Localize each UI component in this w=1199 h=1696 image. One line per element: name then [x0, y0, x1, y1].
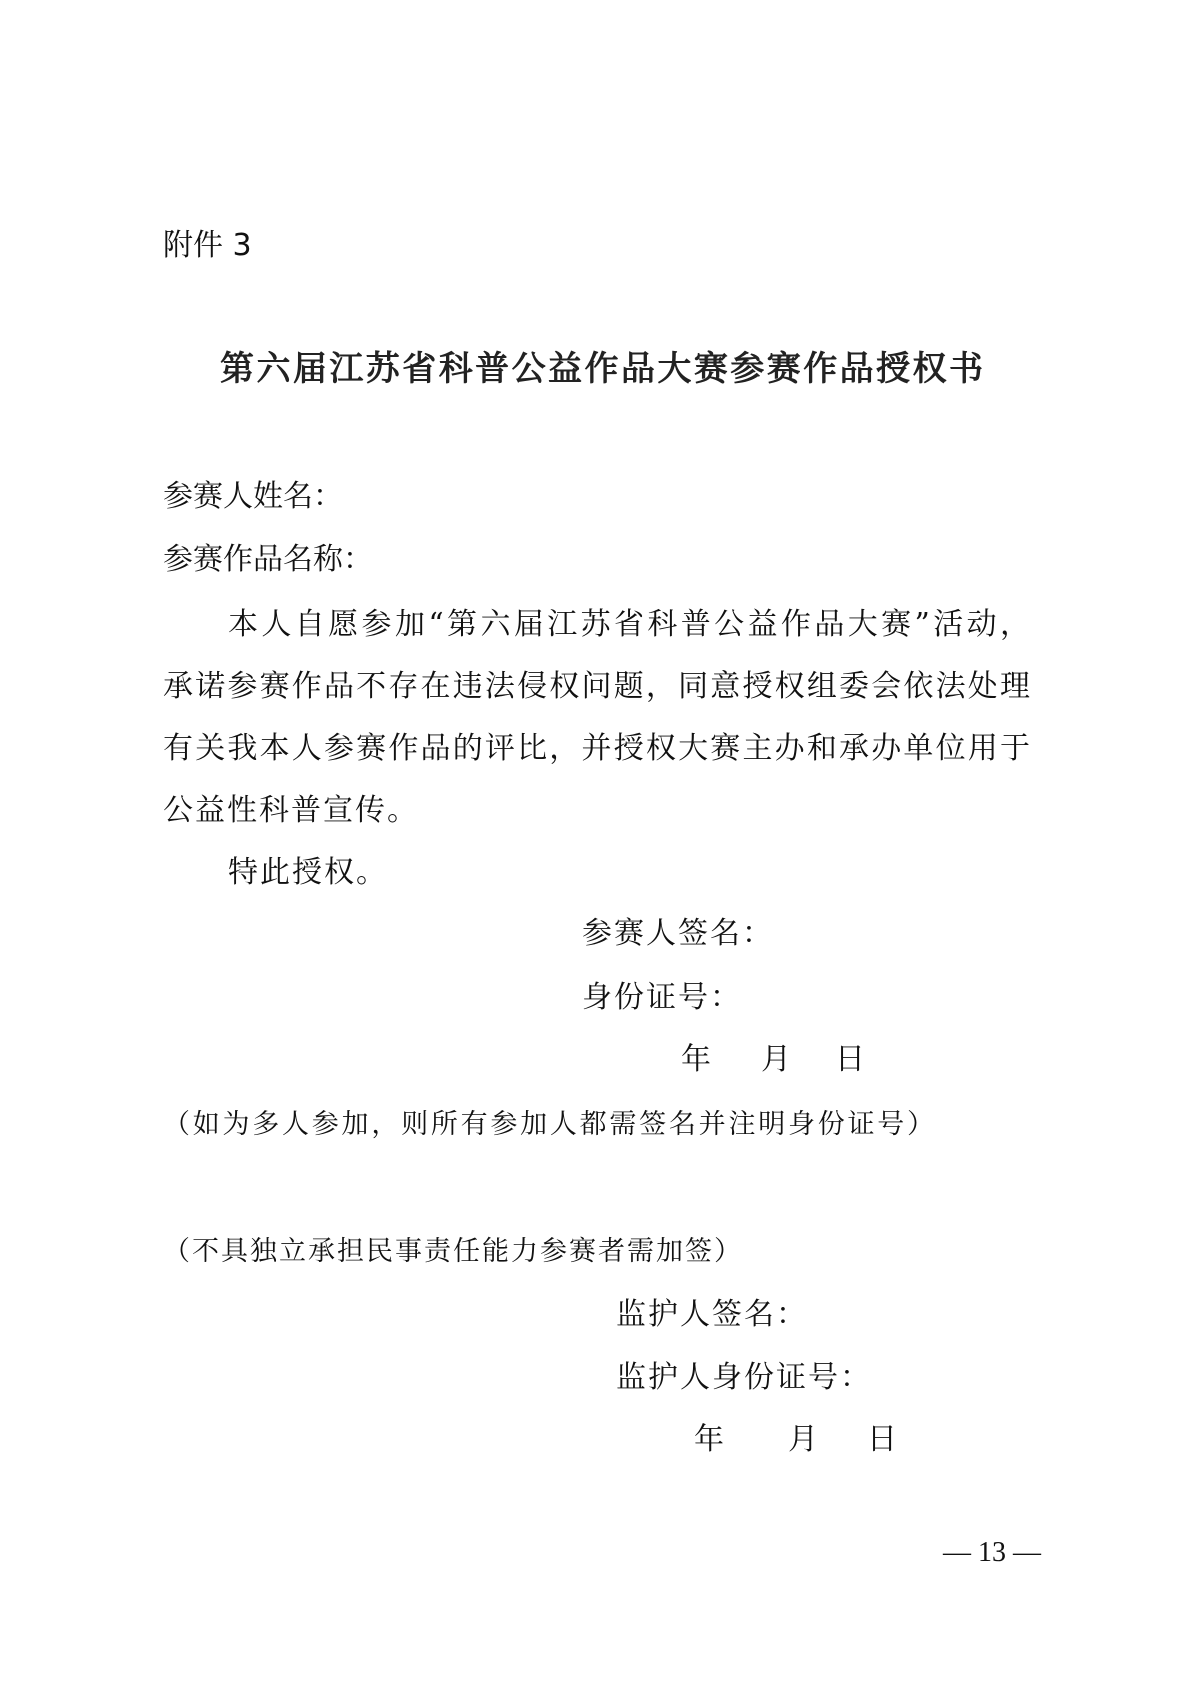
participant-id-label: 身份证号：	[582, 980, 742, 1015]
document-title: 第六届江苏省科普公益作品大赛参赛作品授权书	[220, 349, 983, 389]
participant-signature-label: 参赛人签名：	[582, 916, 774, 951]
guardian-signature-label: 监护人签名：	[616, 1297, 808, 1332]
note-multiple-participants: （如为多人参加，则所有参加人都需签名并注明身份证号）	[163, 1109, 934, 1140]
body-line-4: 公益性科普宣传。	[163, 793, 419, 828]
body-line-1: 本人自愿参加“第六届江苏省科普公益作品大赛”活动，	[228, 607, 1030, 642]
note-guardian: （不具独立承担民事责任能力参赛者需加签）	[163, 1236, 743, 1267]
date-month: 月	[761, 1042, 791, 1077]
guardian-id-label: 监护人身份证号：	[616, 1360, 872, 1395]
date-year: 年	[681, 1042, 711, 1077]
attachment-label: 附件 3	[163, 228, 252, 263]
closing-text: 特此授权。	[228, 855, 388, 890]
date-month: 月	[788, 1422, 818, 1457]
date-year: 年	[694, 1422, 724, 1457]
page-number: — 13 —	[943, 1537, 1041, 1568]
participant-name-label: 参赛人姓名：	[163, 479, 343, 514]
body-line-2: 承诺参赛作品不存在违法侵权问题，同意授权组委会依法处理	[163, 669, 1030, 704]
body-line-3: 有关我本人参赛作品的评比，并授权大赛主办和承办单位用于	[163, 731, 1030, 766]
date-day: 日	[867, 1422, 897, 1457]
work-title-label: 参赛作品名称：	[163, 542, 373, 577]
date-day: 日	[835, 1042, 865, 1077]
